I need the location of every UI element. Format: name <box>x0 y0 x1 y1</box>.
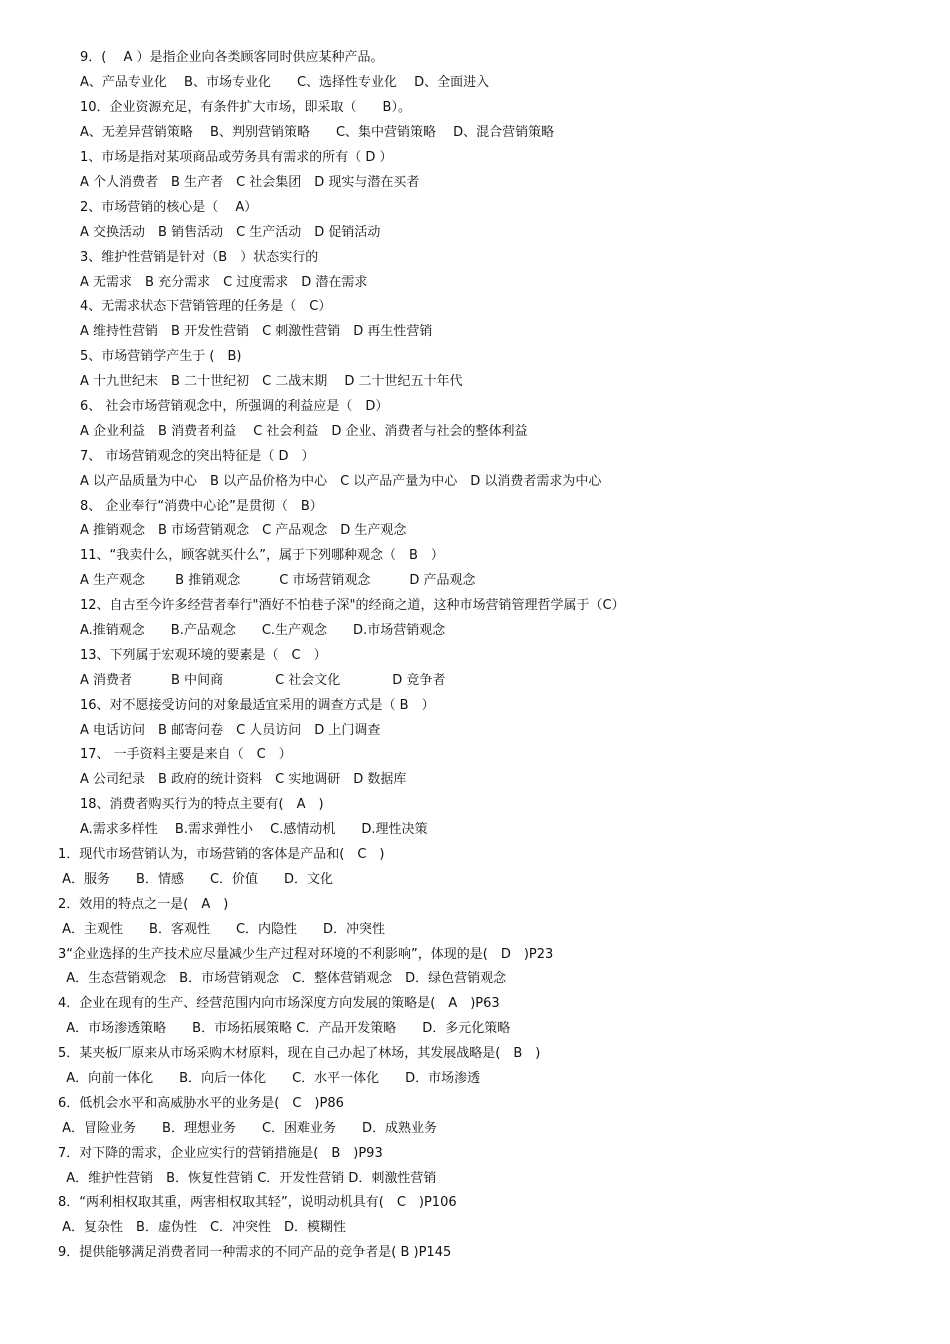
part2-question-7-stem: 7．对下降的需求，企业应实行的营销措施是( B )P93 <box>58 1146 383 1161</box>
question-4-options: A 维持性营销 B 开发性营销 C 刺激性营销 D 再生性营销 <box>80 324 433 339</box>
part2-question-4-options: A．市场渗透策略 B．市场拓展策略 C．产品开发策略 D．多元化策略 <box>58 1021 511 1036</box>
question-8-options: A 推销观念 B 市场营销观念 C 产品观念 D 生产观念 <box>80 523 407 538</box>
question-3-stem: 3、维护性营销是针对（B ）状态实行的 <box>80 250 319 265</box>
part2-question-8-stem: 8．“两利相权取其重，两害相权取其轻”，说明动机具有( C )P106 <box>58 1195 457 1210</box>
part2-question-3-stem: 3“企业选择的生产技术应尽量减少生产过程对环境的不利影响”，体现的是( D )P23 <box>58 947 554 962</box>
question-2-options: A 交换活动 B 销售活动 C 生产活动 D 促销活动 <box>80 225 381 240</box>
question-2-stem: 2、市场营销的核心是（ A） <box>80 200 258 215</box>
question-13-stem: 13、下列属于宏观环境的要素是（ C ） <box>80 648 327 663</box>
question-1-options: A 个人消费者 B 生产者 C 社会集团 D 现实与潜在买者 <box>80 175 420 190</box>
question-12-stem: 12、自古至今许多经营者奉行"酒好不怕巷子深"的经商之道，这种市场营销管理哲学属于（C） <box>80 598 625 613</box>
part2-question-6-stem: 6．低机会水平和高威胁水平的业务是( C )P86 <box>58 1096 344 1111</box>
question-18-stem: 18、消费者购买行为的特点主要有( A ) <box>80 797 324 812</box>
question-16-options: A 电话访问 B 邮寄问卷 C 人员访问 D 上门调查 <box>80 723 381 738</box>
part2-question-9-stem: 9．提供能够满足消费者同一种需求的不同产品的竞争者是( B )P145 <box>58 1245 452 1260</box>
part2-question-1-options: A．服务 B．情感 C．价值 D．文化 <box>58 872 334 887</box>
question-10-stem: 10．企业资源充足，有条件扩大市场，即采取（ B）。 <box>80 100 411 115</box>
part2-question-3-options: A．生态营销观念 B．市场营销观念 C．整体营销观念 D．绿色营销观念 <box>58 971 507 986</box>
question-1-stem: 1、市场是指对某项商品或劳务具有需求的所有（ D ） <box>80 150 393 165</box>
question-9-stem: 9．( A ）是指企业向各类顾客同时供应某种产品。 <box>80 50 384 65</box>
question-4-stem: 4、无需求状态下营销管理的任务是（ C） <box>80 299 332 314</box>
question-6-stem: 6、 社会市场营销观念中，所强调的利益应是（ D） <box>80 399 389 414</box>
question-17-stem: 17、 一手资料主要是来自（ C ） <box>80 747 292 762</box>
question-7-options: A 以产品质量为中心 B 以产品价格为中心 C 以产品产量为中心 D 以消费者需求为中心 <box>80 474 602 489</box>
question-12-options: A.推销观念 B.产品观念 C.生产观念 D.市场营销观念 <box>80 623 446 638</box>
question-5-options: A 十九世纪末 B 二十世纪初 C 二战末期 D 二十世纪五十年代 <box>80 374 463 389</box>
part2-question-4-stem: 4．企业在现有的生产、经营范围内向市场深度方向发展的策略是( A )P63 <box>58 996 500 1011</box>
part2-question-8-options: A．复杂性 B．虚伪性 C．冲突性 D．模糊性 <box>58 1220 347 1235</box>
question-9-options: A、产品专业化 B、市场专业化 C、选择性专业化 D、全面进入 <box>80 75 490 90</box>
part2-question-7-options: A．维护性营销 B．恢复性营销 C．开发性营销 D．刺激性营销 <box>58 1171 437 1186</box>
question-11-stem: 11、“我卖什么，顾客就买什么”，属于下列哪种观念（ B ） <box>80 548 444 563</box>
part2-question-6-options: A．冒险业务 B．理想业务 C．困难业务 D．成熟业务 <box>58 1121 438 1136</box>
part2-question-5-stem: 5．某夹板厂原来从市场采购木材原料，现在自己办起了林场，其发展战略是( B ) <box>58 1046 541 1061</box>
question-5-stem: 5、市场营销学产生于 ( B) <box>80 349 242 364</box>
question-3-options: A 无需求 B 充分需求 C 过度需求 D 潜在需求 <box>80 275 368 290</box>
question-11-options: A 生产观念 B 推销观念 C 市场营销观念 D 产品观念 <box>80 573 476 588</box>
question-10-options: A、无差异营销策略 B、判别营销策略 C、集中营销策略 D、混合营销策略 <box>80 125 555 140</box>
question-7-stem: 7、 市场营销观念的突出特征是（ D ） <box>80 449 315 464</box>
question-8-stem: 8、 企业奉行“消费中心论”是贯彻（ B） <box>80 499 323 514</box>
question-6-options: A 企业利益 B 消费者利益 C 社会利益 D 企业、消费者与社会的整体利益 <box>80 424 528 439</box>
question-13-options: A 消费者 B 中间商 C 社会文化 D 竞争者 <box>80 673 446 688</box>
part2-question-1-stem: 1．现代市场营销认为，市场营销的客体是产品和( C ) <box>58 847 385 862</box>
question-16-stem: 16、对不愿接受访问的对象最适宜采用的调查方式是（ B ） <box>80 698 435 713</box>
part2-question-5-options: A．向前一体化 B．向后一体化 C．水平一体化 D．市场渗透 <box>58 1071 481 1086</box>
question-18-options: A.需求多样性 B.需求弹性小 C.感情动机 D.理性决策 <box>80 822 428 837</box>
part2-question-2-options: A．主观性 B．客观性 C．内隐性 D．冲突性 <box>58 922 386 937</box>
part2-question-2-stem: 2．效用的特点之一是( A ) <box>58 897 229 912</box>
question-17-options: A 公司纪录 B 政府的统计资料 C 实地调研 D 数据库 <box>80 772 407 787</box>
